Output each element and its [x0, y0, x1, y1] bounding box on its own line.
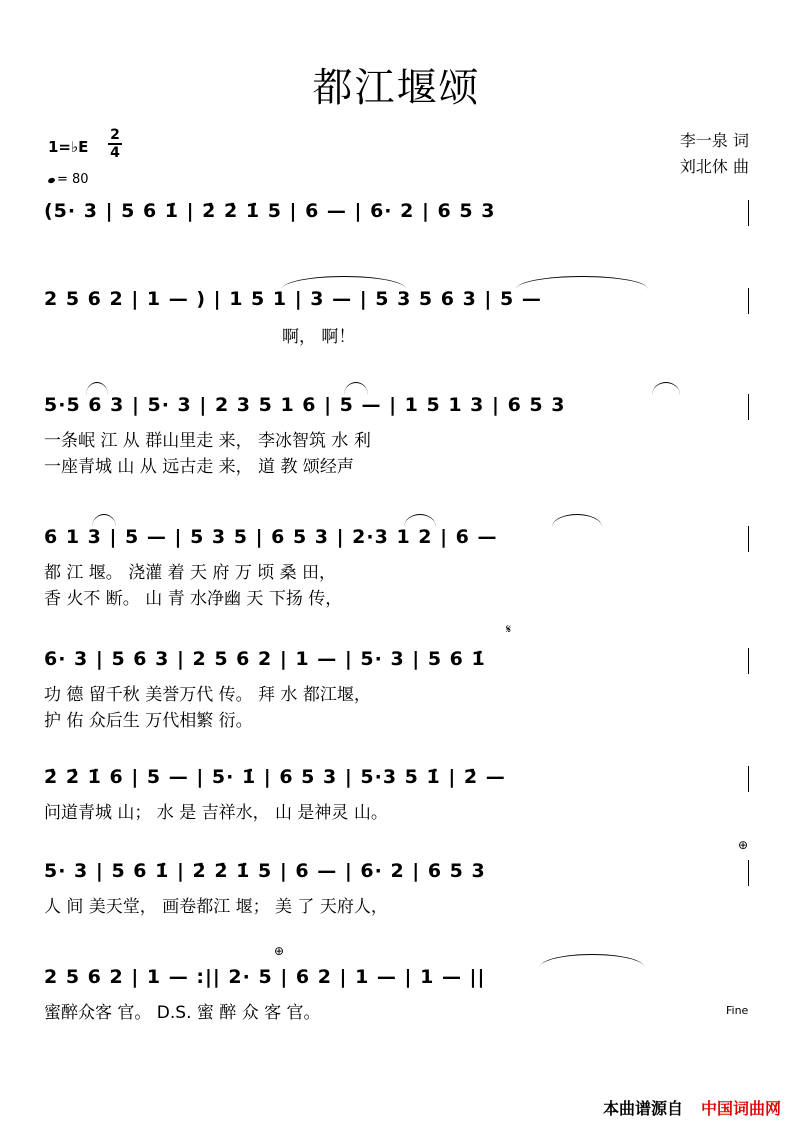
lyric-line: 问道青城 山； 水 是 吉祥水， 山 是神灵 山。: [44, 803, 388, 823]
score-row-3: [0, 394, 793, 420]
lyricist: 李一泉 词: [679, 131, 749, 150]
lyric-line-1: 功 德 留千秋 美誉万代 传。 拜 水 都江堰，: [44, 685, 371, 705]
composer: 刘北休 曲: [679, 157, 749, 176]
footer-site-link[interactable]: 中国词曲网: [700, 1099, 781, 1118]
music-line: 5· 3 | 5 6 1̇ | 2̇ 2̇ 1̇ 5 | 6 — | 6· 2 | 6 5 3: [44, 860, 486, 882]
time-sig-bottom: 4: [110, 145, 120, 161]
fine-marking: Fine: [726, 1004, 749, 1017]
segno-icon: 𝄋: [506, 622, 512, 636]
lyric-line-2: 一座青城 山 从 远古走 来， 道 教 颂经声: [44, 457, 354, 477]
score-row-4: [0, 526, 793, 552]
lyric-line-2: 护 佑 众后生 万代相繁 衍。: [44, 711, 253, 731]
music-line: 2 5 6 2 | 1 — ) | 1 5 1 | 3 — | 5 3 5 6 3 | 5 —: [44, 288, 542, 310]
score-row-2: [0, 288, 793, 314]
music-line: 5·5 6 3 | 5· 3 | 2 3 5 1 6 | 5 — | 1 5 1 3 | 6 5 3: [44, 394, 566, 416]
music-line: 6· 3 | 5 6 3 | 2 5 6 2 | 1 — | 5· 3 | 5 6 1̇: [44, 648, 486, 670]
coda-icon-2: ⊕: [274, 944, 285, 958]
key-signature: 1=♭E: [48, 138, 89, 156]
music-line: (5· 3 | 5 6 1̇ | 2̇ 2̇ 1̇ 5 | 6 — | 6· 2 | 6 5 3: [44, 200, 496, 222]
quarter-note-icon: [47, 177, 55, 184]
lyric-line-1: 都 江 堰。 浇灌 着 天 府 万 顷 桑 田，: [44, 563, 337, 583]
coda-icon: ⊕: [738, 838, 749, 852]
lyric-line: 啊， 啊！: [282, 327, 356, 347]
footer-source: 本曲谱源自: [602, 1099, 683, 1118]
music-line: 2̇ 2̇ 1̇ 6 | 5 — | 5· 1̇ | 6 5 3 | 5·3 5 1̇ | 2̇ —: [44, 766, 506, 788]
time-sig-top: 2: [110, 127, 120, 143]
score-row-8: [0, 966, 793, 992]
credits: [680, 128, 749, 180]
footer: [603, 1096, 781, 1119]
score-row-5: [0, 648, 793, 674]
score-row-1: [0, 200, 793, 226]
score-row-7: [0, 860, 793, 886]
time-signature: [108, 127, 122, 161]
page-title: 都江堰颂: [312, 65, 481, 111]
music-line: 2 5 6 2 | 1 — :|| 2· 5 | 6 2 | 1 — | 1 — ||: [44, 966, 486, 988]
lyric-line-2: 香 火不 断。 山 青 水净幽 天 下扬 传，: [44, 589, 343, 609]
tempo-marking: = 80: [48, 172, 89, 187]
lyric-line: 蜜醉众客 官。 D.S. 蜜 醉 众 客 官。: [44, 1003, 321, 1023]
music-line: 6 1 3 | 5 — | 5 3 5 | 6 5 3 | 2·3 1 2 | 6 —: [44, 526, 498, 548]
lyric-line-1: 一条岷 江 从 群山里走 来， 李冰智筑 水 利: [44, 431, 371, 451]
lyric-line: 人 间 美天堂， 画卷都江 堰； 美 了 天府人，: [44, 897, 388, 917]
score-row-6: [0, 766, 793, 792]
